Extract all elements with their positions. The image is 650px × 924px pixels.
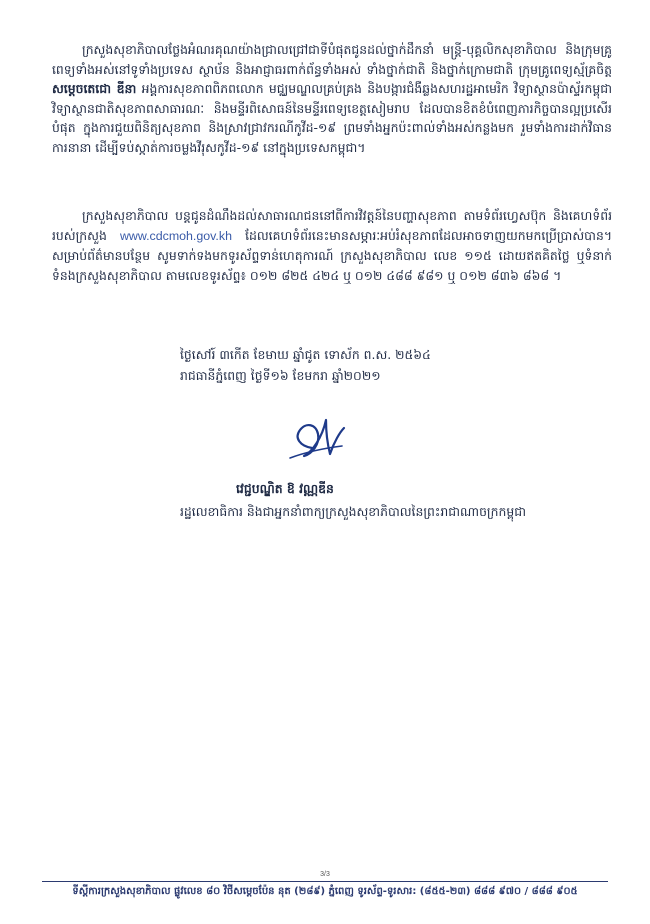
signature-image	[282, 408, 352, 468]
signer-name: វេជ្ជបណ្ឌិត ឱ វណ្ណឌីន	[236, 481, 334, 496]
paragraph-info-lead: ក្រសួងសុខាភិបាល បន្តជូនដំណឹងដល់សាធារណជននៅពីការវិវត្តន៍នៃបញ្ហាសុខភាព តាមទំព័រហ្វេសប៊ុក និងគេហទំព័ររបស់ក្រសួង	[52, 208, 612, 243]
paragraph-thanks-lead: ក្រសួងសុខាភិបាលថ្លែងអំណរគុណយ៉ាងជ្រាលជ្រៅជាទីបំផុតជូនដល់ថ្នាក់ដឹកនាំ មន្ត្រី-បុគ្គលិកសុខាភិបាល និងក្រុមគ្រូពេទ្យទាំងអស់នៅទូទាំងប្រទេស ស្ថាប័ន និងអាជ្ញាធរពាក់ព័ន្ធទាំងអស់ ទាំងថ្នាក់ជាតិ និងថ្នាក់ក្រោមជាតិ ក្រុមគ្រូពេទ្យស្ម័គ្រចិត្ត	[52, 42, 612, 77]
solar-date: រាជធានីភ្នំពេញ ថ្ងៃទី១៦ ខែមករា ឆ្នាំ២០២១	[180, 368, 381, 383]
signer-title: រដ្ឋលេខាធិការ និងជាអ្នកនាំពាក្យក្រសួងសុខាភិបាលនៃព្រះរាជាណាចក្រកម្ពុជា	[180, 504, 527, 519]
lunar-date: ថ្ងៃសៅរ៍ ៣កើត ខែមាឃ ឆ្នាំជូត ទោស័ក ព.ស. ២៥៦៤	[180, 347, 431, 362]
paragraph-thanks-bold: សម្តេចតេជោ ឌីនា	[52, 81, 137, 96]
footer-divider	[42, 881, 608, 882]
paragraph-thanks	[52, 40, 612, 157]
date-block	[180, 344, 600, 386]
page-number: 3/3	[320, 871, 330, 878]
paragraph-info-rest: ដែលគេហទំព័រនេះមានសម្ភារៈអប់រំសុខភាពដែលអាចទាញយកមកប្រើប្រាស់បាន។ សម្រាប់ព័ត៌មានបន្ថែម សូមទាក់ទងមកទូរស័ព្ទទាន់ហេតុការណ៍ ក្រសួងសុខាភិបាល លេខ ១១៥ ដោយឥតគិតថ្លៃ ឬទំនាក់ទំនងក្រសួងសុខាភិបាល តាមលេខទូរស័ព្ទ៖ ០១២ ៨២៥ ៤២៤ ឬ ០១២ ៤៨៨ ៩៨១ ឬ ០១២ ៨៣៦ ៨៦៨ ។	[52, 227, 612, 283]
signer-block	[180, 477, 620, 523]
paragraph-info	[52, 206, 612, 285]
paragraph-thanks-rest: អង្គការសុខភាពពិភពលោក មជ្ឈមណ្ឌលគ្រប់គ្រង និងបង្ការជំងឺឆ្លងសហរដ្ឋអាមេរិក វិទ្យាស្ថានប៉ាស្ទ័រកម្ពុជា វិទ្យាស្ថានជាតិសុខភាពសាធារណៈ និងមន្ទីរពិសោធន៍នៃមន្ទីរពេទ្យខេត្តសៀមរាប ដែលបានខិតខំបំពេញភារកិច្ចបានល្អប្រសើរបំផុត ក្នុងការជួយពិនិត្យសុខភាព និងស្រាវជ្រាវករណីកូវីដ-១៩ ព្រមទាំងអ្នកប៉ះពាល់ទាំងអស់កន្លងមក រួមទាំងការដាក់វិធានការនានា ដើម្បីទប់ស្កាត់ការចម្លងវីរុសកូវីដ-១៩ នៅក្នុងប្រទេសកម្ពុជា។	[52, 81, 612, 155]
footer-address: ទីស្តីការក្រសួងសុខាភិបាល ផ្លូវលេខ ៨០ វិថីសម្តេចប៉ែន នុត (២៨៩) ភ្នំពេញ ទូរស័ព្ទ-ទូរសារ: (៨៥៥-២៣) ៨៨៨ ៩៧០ / ៨៨៨ ៩០៥	[72, 886, 578, 897]
website-link[interactable]: www.cdcmoh.gov.kh	[119, 228, 232, 243]
